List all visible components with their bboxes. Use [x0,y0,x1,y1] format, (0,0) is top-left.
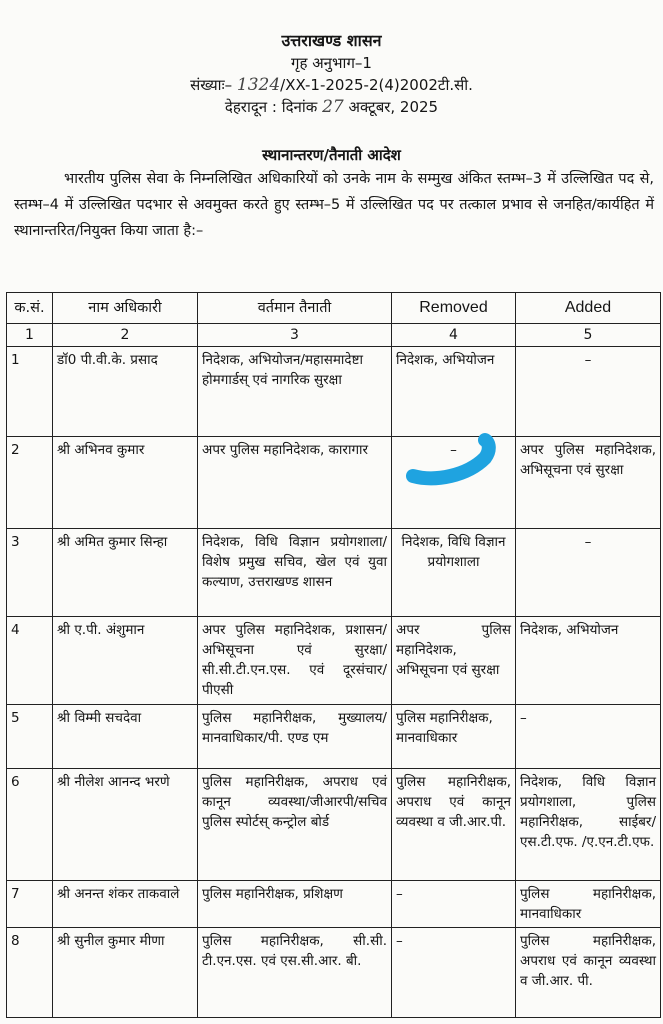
row-added: पुलिस महानिरीक्षक, अपराध एवं कानून व्यवस्था व जी.आर. पी. [516,928,661,1018]
row-sn: 7 [7,881,53,928]
header-name: नाम अधिकारी [53,293,198,324]
document-header [0,30,663,118]
row-sn: 6 [7,769,53,881]
row-removed: – [392,928,516,1018]
row-removed: पुलिस महानिरीक्षक, अपराध एवं कानून व्यवस्था व जी.आर.पी. [392,769,516,881]
row-sn: 5 [7,705,53,769]
row-removed-value: – [450,442,457,458]
row-name: श्री अमित कुमार सिन्हा [53,529,198,617]
order-number-handwritten: 1324 [236,75,281,95]
section-name: गृह अनुभाग–1 [291,54,372,72]
row-name: श्री ए.पी. अंशुमान [53,617,198,705]
table-row [7,617,661,705]
header-removed: Removed [392,293,516,324]
row-name: श्री विम्मी सचदेवा [53,705,198,769]
order-number-rest: /XX-1-2025-2(4)2002टी.सी. [280,76,473,94]
row-current: निदेशक, अभियोजन/महासमादेष्टा होमगार्डस् एवं नागरिक सुरक्षा [198,347,392,437]
row-removed: निदेशक, विधि विज्ञान प्रयोगशाला [392,529,516,617]
row-sn: 2 [7,437,53,529]
row-name: श्री नीलेश आनन्द भरणे [53,769,198,881]
table-row [7,437,661,529]
row-name: श्री अभिनव कुमार [53,437,198,529]
order-number [0,74,663,96]
table-row [7,928,661,1018]
column-number: 2 [53,324,198,347]
date-rest: अक्टूबर, 2025 [348,98,439,116]
row-current: अपर पुलिस महानिदेशक, प्रशासन/अभिसूचना एवं सुरक्षा/सी.सी.टी.एन.एस. एवं दूरसंचार/पीएसी [198,617,392,705]
column-number: 4 [392,324,516,347]
table-row [7,347,661,437]
row-current: अपर पुलिस महानिदेशक, कारागार [198,437,392,529]
row-current: पुलिस महानिरीक्षक, सी.सी. टी.एन.एस. एवं एस.सी.आर. बी. [198,928,392,1018]
table-header-row [7,293,661,324]
row-added-value: – [584,534,592,550]
row-added: निदेशक, विधि विज्ञान प्रयोगशाला, पुलिस महानिरीक्षक, साईबर/एस.टी.एफ. /ए.एन.टी.एफ. [516,769,661,881]
row-added: अपर पुलिस महानिदेशक, अभिसूचना एवं सुरक्षा [516,437,661,529]
order-number-label: संख्याः– [190,76,233,94]
row-added [516,347,661,437]
column-number: 1 [7,324,53,347]
row-sn: 1 [7,347,53,437]
header-current: वर्तमान तैनाती [198,293,392,324]
row-name: श्री अनन्त शंकर ताकवाले [53,881,198,928]
row-current: निदेशक, विधि विज्ञान प्रयोगशाला/विशेष प्रमुख सचिव, खेल एवं युवा कल्याण, उत्तराखण्ड शासन [198,529,392,617]
table-row [7,769,661,881]
table-row [7,529,661,617]
row-added [516,705,661,769]
row-removed: अपर पुलिस महानिदेशक, अभिसूचना एवं सुरक्षा [392,617,516,705]
row-sn: 3 [7,529,53,617]
header-sn: क.सं. [7,293,53,324]
row-name: डॉ0 पी.वी.के. प्रसाद [53,347,198,437]
table-row [7,881,661,928]
row-added: निदेशक, अभियोजन [516,617,661,705]
header-added: Added [516,293,661,324]
column-number: 5 [516,324,661,347]
highlight-scribble [405,430,501,494]
intro-paragraph: भारतीय पुलिस सेवा के निम्नलिखित अधिकारियों को उनके नाम के सम्मुख अंकित स्तम्भ–3 में उल्लिखित पद से, स्तम्भ–4 में उल्लिखित पदभार से अवमुक्त करते हुए स्तम्भ–5 में उल्लिखित पद पर तत्काल प्रभाव से जनहित/कार्यहित में स्थानान्तरित/नियुक्त किया जाता है:– [14,171,654,239]
row-added-value: – [584,352,592,368]
highlight-scribble-stroke [413,440,489,478]
column-number-row [7,324,661,347]
column-number: 3 [198,324,392,347]
table-row [7,705,661,769]
order-title: स्थानान्तरण/तैनाती आदेश [262,146,401,164]
row-current: पुलिस महानिरीक्षक, प्रशिक्षण [198,881,392,928]
row-name: श्री सुनील कुमार मीणा [53,928,198,1018]
row-added-value: – [520,710,527,726]
row-removed: – [392,881,516,928]
row-current: पुलिस महानिरीक्षक, अपराध एवं कानून व्यवस्था/जीआरपी/सचिव पुलिस स्पोर्टस् कन्ट्रोल बोर्ड [198,769,392,881]
place-date [0,96,663,118]
place-date-label: देहरादून : दिनांक [224,98,318,116]
government-name: उत्तराखण्ड शासन [281,31,382,50]
row-removed: पुलिस महानिरीक्षक, मानवाधिकार [392,705,516,769]
row-added: पुलिस महानिरीक्षक, मानवाधिकार [516,881,661,928]
row-current: पुलिस महानिरीक्षक, मुख्यालय/मानवाधिकार/पी. एण्ड एम [198,705,392,769]
row-sn: 4 [7,617,53,705]
row-removed: निदेशक, अभियोजन [392,347,516,437]
row-sn: 8 [7,928,53,1018]
date-handwritten: 27 [322,97,344,117]
transfer-table [6,292,661,1018]
row-added [516,529,661,617]
